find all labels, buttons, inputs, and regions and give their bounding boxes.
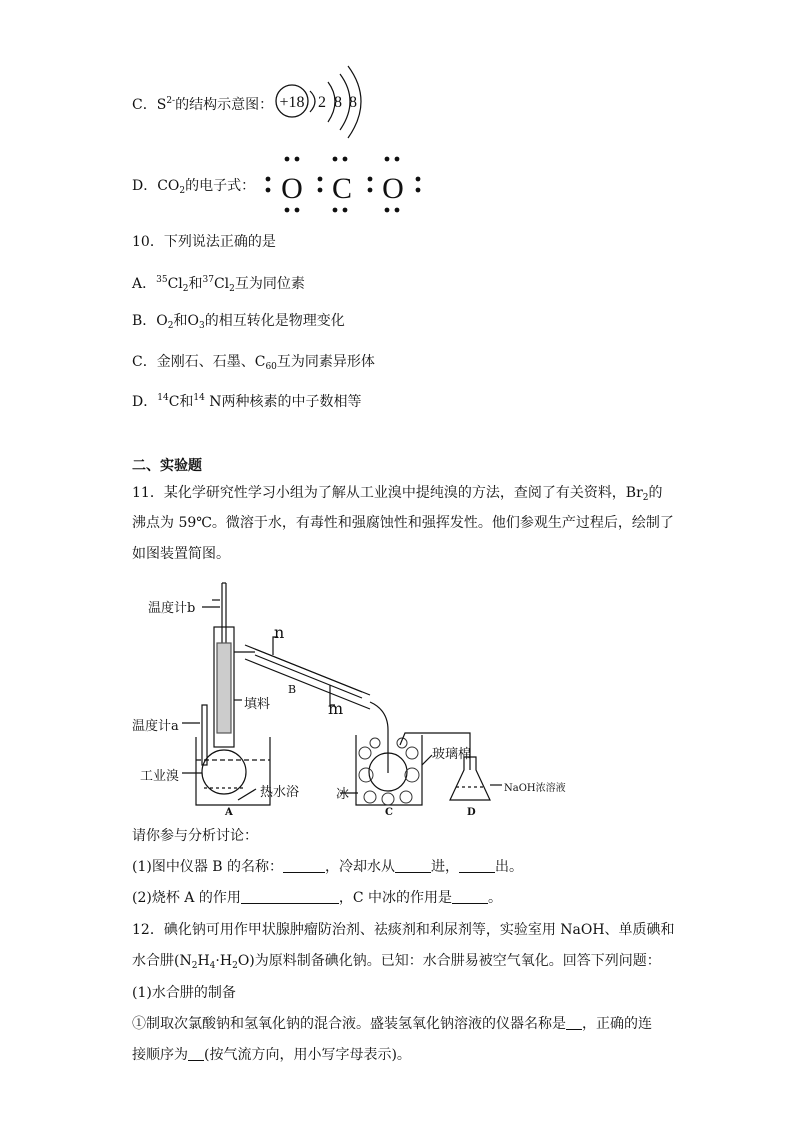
shell-2-electrons: 8 bbox=[334, 94, 342, 111]
text-run: 4 bbox=[209, 961, 216, 971]
text-run: C和 bbox=[168, 394, 194, 410]
text-run: 2 bbox=[182, 284, 189, 294]
answer-blank[interactable] bbox=[283, 858, 325, 873]
label-m: m bbox=[328, 699, 344, 718]
label-thermometer-b: 温度计b bbox=[148, 601, 196, 616]
q10-option-a bbox=[132, 271, 305, 298]
q11-part-1 bbox=[132, 858, 523, 876]
text-run: 35 bbox=[156, 275, 168, 285]
text-run: 60 bbox=[265, 362, 277, 372]
shell-3-electrons: 8 bbox=[349, 94, 357, 111]
q10-stem: 10．下列说法正确的是 bbox=[132, 234, 276, 250]
text-run: D．CO bbox=[132, 178, 180, 194]
text-run: A． bbox=[132, 276, 157, 292]
label-hot-water-bath: 热水浴 bbox=[260, 785, 300, 800]
q12-line-4 bbox=[132, 1015, 652, 1033]
text-run: ，C 中冰的作用是 bbox=[338, 890, 453, 906]
oxygen-atom-right: O bbox=[382, 172, 404, 205]
text-run: 2 bbox=[232, 961, 238, 971]
text-run: ①制取次氯酸钠和氢氧化钠的混合液。盛装氢氧化钠溶液的仪器名称是 bbox=[132, 1016, 566, 1032]
text-run: 2 bbox=[179, 186, 186, 196]
text-run: H bbox=[197, 953, 210, 969]
text-run: 2 bbox=[167, 321, 174, 331]
text-run: 11．某化学研究性学习小组为了解从工业溴中提纯溴的方法，查阅了有关资料，Br bbox=[132, 485, 643, 501]
answer-blank[interactable] bbox=[459, 858, 495, 873]
text-run: 2 bbox=[229, 284, 235, 294]
text-run: 14 bbox=[157, 393, 169, 403]
answer-blank[interactable] bbox=[452, 889, 488, 904]
text-run: 水合肼(N bbox=[132, 953, 192, 969]
q10-option-d bbox=[132, 389, 362, 411]
q9-option-d bbox=[132, 177, 255, 200]
text-run: Cl bbox=[167, 276, 183, 292]
text-run: C．金刚石、石墨、C bbox=[132, 354, 266, 370]
text-run: 的电子式： bbox=[185, 178, 256, 194]
q10-option-b bbox=[132, 312, 345, 335]
text-run: 和 bbox=[188, 276, 203, 292]
label-thermometer-a: 温度计a bbox=[132, 719, 179, 734]
text-run: 互为同位素 bbox=[234, 276, 305, 292]
text-run: 。 bbox=[488, 890, 503, 906]
label-crude-bromine: 工业溴 bbox=[140, 769, 180, 784]
text-run: C．S bbox=[132, 97, 167, 113]
text-run: N两种核素的中子数相等 bbox=[204, 394, 362, 410]
section-heading: 二、实验题 bbox=[132, 458, 202, 474]
text-run: 和O bbox=[173, 313, 199, 329]
apparatus-diagram bbox=[130, 575, 600, 820]
text-run: 14 bbox=[193, 393, 205, 403]
text-run: ，冷却水从 bbox=[325, 859, 396, 875]
text-run: D． bbox=[132, 394, 158, 410]
carbon-atom: C bbox=[331, 172, 353, 205]
text-run: ，正确的连 bbox=[582, 1016, 652, 1032]
q11-discuss: 请你参与分析讨论： bbox=[132, 828, 258, 844]
text-run: 进， bbox=[431, 859, 460, 875]
text-run: 互为同素异形体 bbox=[276, 354, 375, 370]
q11-line-3: 如图装置简图。 bbox=[132, 546, 230, 562]
text-run: B．O bbox=[132, 313, 168, 329]
label-c: C bbox=[385, 807, 393, 818]
q11-line-2: 沸点为 59℃。微溶于水，有毒性和强腐蚀性和强挥发性。他们参观生产过程后，绘制了 bbox=[132, 515, 674, 531]
label-n: n bbox=[274, 623, 285, 642]
text-run: (2)烧杯 A 的作用 bbox=[132, 890, 241, 906]
co2-electron-dot-formula bbox=[258, 152, 428, 220]
sulfide-ion-structure-diagram bbox=[270, 62, 380, 142]
text-run: 的相互转化是物理变化 bbox=[204, 313, 345, 329]
label-naoh-solution: NaOH浓溶液 bbox=[504, 783, 566, 794]
text-run: 3 bbox=[198, 321, 205, 331]
text-run: 接顺序为 bbox=[132, 1047, 188, 1063]
shell-1-electrons: 2 bbox=[318, 94, 326, 111]
q12-subheading: (1)水合肼的制备 bbox=[132, 985, 236, 1001]
text-run: 2 bbox=[642, 493, 649, 503]
label-a: A bbox=[225, 807, 233, 818]
answer-blank[interactable] bbox=[395, 858, 431, 873]
label-d: D bbox=[467, 807, 476, 818]
q11-part-2 bbox=[132, 889, 502, 907]
answer-blank[interactable] bbox=[241, 889, 339, 904]
answer-blank[interactable] bbox=[566, 1015, 582, 1030]
label-b: B bbox=[288, 683, 297, 696]
text-run: ·H bbox=[215, 953, 233, 969]
text-run: 2- bbox=[166, 96, 176, 106]
label-glass-wool: 玻璃棉 bbox=[432, 747, 472, 762]
q11-line-1 bbox=[132, 484, 663, 507]
text-run: Cl bbox=[213, 276, 230, 292]
nucleus-charge: +18 bbox=[279, 94, 305, 111]
answer-blank[interactable] bbox=[188, 1046, 204, 1061]
q9-option-c bbox=[132, 92, 273, 114]
text-run: (1)图中仪器 B 的名称： bbox=[132, 859, 284, 875]
text-run: O)为原料制备碘化钠。已知：水合肼易被空气氧化。回答下列问题： bbox=[237, 953, 661, 969]
text-run: 37 bbox=[202, 275, 214, 285]
text-run: 的 bbox=[648, 485, 663, 501]
q12-line-1: 12．碘化钠可用作甲状腺肿瘤防治剂、祛痰剂和利尿剂等，实验室用 NaOH、单质碘和 bbox=[132, 922, 675, 938]
label-ice: 冰 bbox=[336, 787, 350, 802]
text-run: 出。 bbox=[495, 859, 524, 875]
q12-line-2 bbox=[132, 952, 661, 975]
q12-line-5 bbox=[132, 1046, 411, 1064]
text-run: 2 bbox=[191, 961, 198, 971]
oxygen-atom-left: O bbox=[281, 172, 303, 205]
text-run: 的结构示意图： bbox=[175, 97, 274, 113]
text-run: (按气流方向，用小写字母表示)。 bbox=[204, 1047, 411, 1063]
label-filler: 填料 bbox=[244, 697, 271, 712]
q10-option-c bbox=[132, 353, 375, 376]
